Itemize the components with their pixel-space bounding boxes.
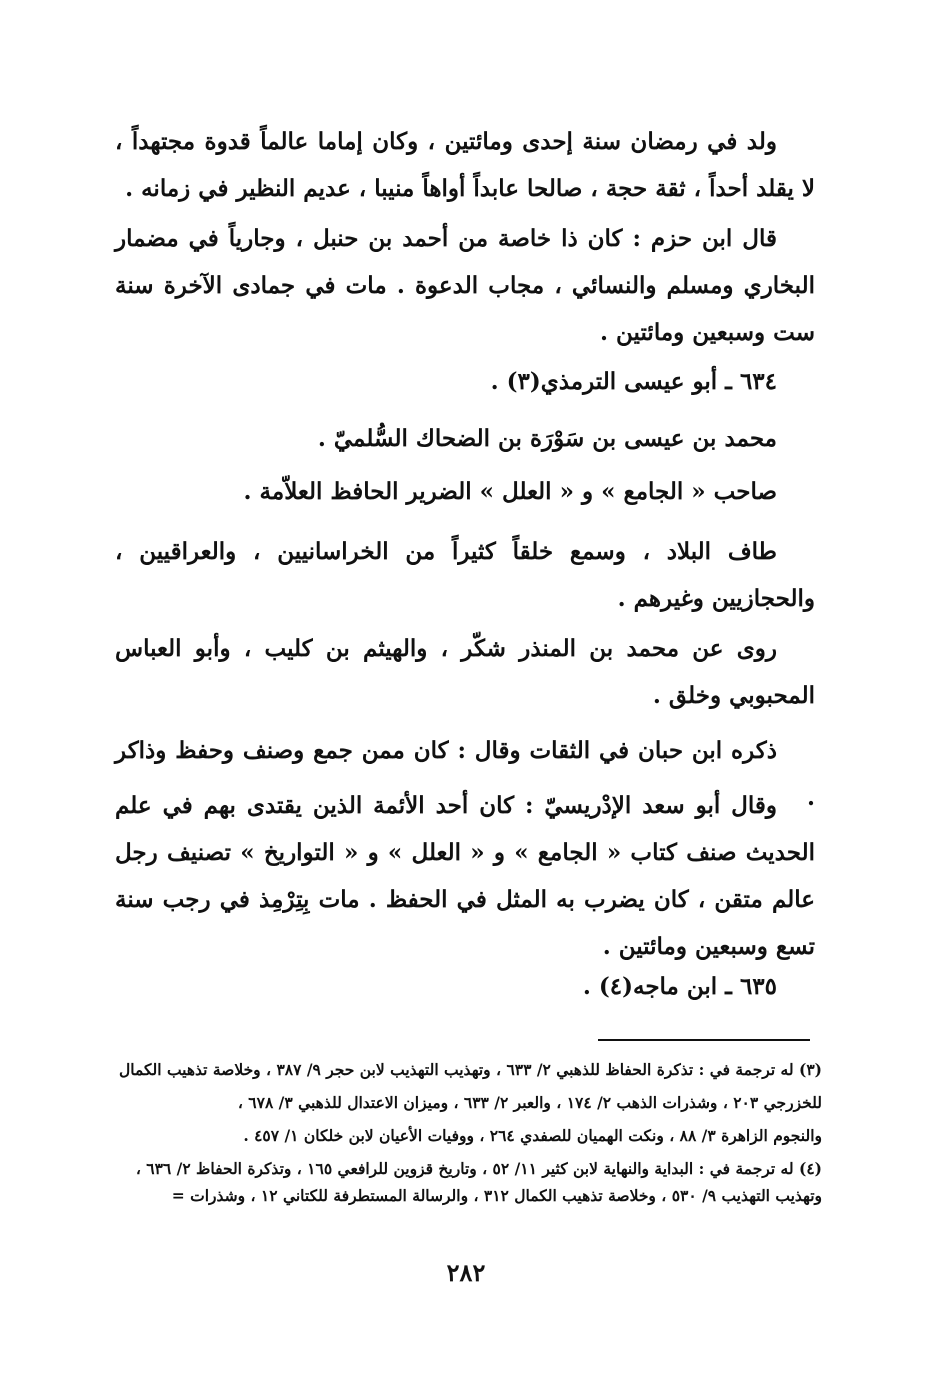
entry-heading-634: ٦٣٤ ـ أبو عيسى الترمذي(٣) . bbox=[490, 368, 777, 395]
footnote-4-line-2: وتهذيب التهذيب ٩/ ٥٣٠ ، وخلاصة تذهيب الكمال ٣١٢ ، والرسالة المستطرفة للكتاني ١٢ ، وشذرات = bbox=[171, 1186, 822, 1205]
entry-heading-635: ٦٣٥ ـ ابن ماجه(٤) . bbox=[582, 973, 777, 1000]
paragraph-ibn-hazm: قال ابن حزم : كان ذا خاصة من أحمد بن حنبل ، وجارياً في مضمار البخاري ومسلم والنسائي ، مجاب الدعوة . مات في جمادى الآخرة سنة ست وسبعين ومائتين . bbox=[115, 225, 815, 346]
paragraph-works: صاحب « الجامع » و « العلل » الضرير الحافظ العلاّمة . bbox=[243, 478, 777, 505]
footnote-3-line-1: (٣) له ترجمة في : تذكرة الحفاظ للذهبي ٢/ ٦٣٣ ، وتهذيب التهذيب لابن حجر ٩/ ٣٨٧ ، وخلاصة تذهيب الكمال bbox=[119, 1060, 822, 1079]
footnote-separator bbox=[598, 1039, 810, 1041]
footnote-4-line-1: (٤) له ترجمة في : البداية والنهاية لابن كثير ١١/ ٥٢ ، وتاريخ قزوين للرافعي ١٦٥ ، وتذكرة الحفاظ ٢/ ٦٣٦ ، bbox=[135, 1159, 822, 1178]
footnote-3-line-2: للخزرجي ٢٠٣ ، وشذرات الذهب ٢/ ١٧٤ ، والعبر ٢/ ٦٣٣ ، وميزان الاعتدال للذهبي ٣/ ٦٧٨ ، bbox=[237, 1093, 822, 1112]
paragraph-birth: ولد في رمضان سنة إحدى ومائتين ، وكان إماما عالماً قدوة مجتهداً ، لا يقلد أحداً ، ثقة حجة ، صالحا عابداً أواهاً منيبا ، عديم النظير في زمانه . bbox=[115, 128, 815, 202]
paragraph-travels: طاف البلاد ، وسمع خلقاً كثيراً من الخراسانيين ، والعراقيين ، والحجازيين وغيرهم . bbox=[115, 538, 815, 612]
page-number: ٢٨٢ bbox=[446, 1258, 486, 1287]
paragraph-ibn-hibban: ذكره ابن حبان في الثقات وقال : كان ممن جمع وصنف وحفظ وذاكر . bbox=[115, 737, 815, 811]
paragraph-narrators: روى عن محمد بن المنذر شكّر ، والهيثم بن كليب ، وأبو العباس المحبوبي وخلق . bbox=[115, 635, 815, 709]
paragraph-full-name: محمد بن عيسى بن سَوْرَة بن الضحاك السُّلميّ . bbox=[317, 425, 777, 452]
paragraph-idrisi: وقال أبو سعد الإدْريسيّ : كان أحد الأئمة الذين يقتدى بهم في علم الحديث صنف كتاب « الجامع » و « العلل » و « التواريخ » تصنيف رجل عالم متقن ، كان يضرب به المثل في الحفظ . مات بِتِرْمِذ في رجب سنة تسع وسبعين ومائتين . bbox=[115, 792, 815, 960]
footnote-3-line-3: والنجوم الزاهرة ٣/ ٨٨ ، ونكت الهميان للصفدي ٢٦٤ ، ووفيات الأعيان لابن خلكان ١/ ٤٥٧ . bbox=[243, 1126, 822, 1145]
